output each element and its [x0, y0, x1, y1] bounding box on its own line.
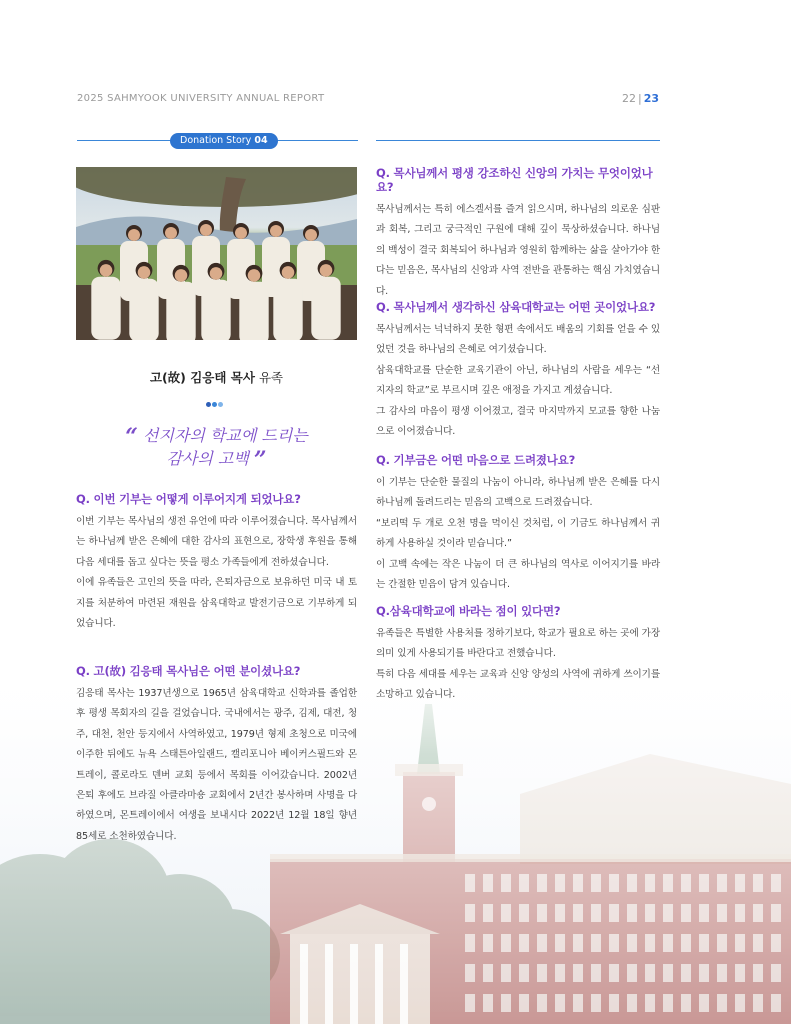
divider-right — [376, 140, 660, 141]
answer-paragraph: 이 고백 속에는 작은 나눔이 더 큰 하나님의 역사로 이어지기를 바라는 간절한 믿음이 담겨 있습니다. — [376, 558, 660, 591]
page-number-right: 23 — [643, 92, 659, 105]
qa-section — [76, 664, 357, 847]
page-number-left: 22 — [621, 92, 636, 105]
answer-paragraph: 이에 유족들은 고인의 뜻을 따라, 은퇴자금으로 보유하던 미국 내 토지를 처분하여 마련된 재원을 삼육대학교 발전기금으로 기부하게 되었습니다. — [76, 577, 357, 630]
quote-text-2: 감사의 고백 — [166, 449, 249, 468]
qa-section — [376, 604, 660, 706]
answer-paragraph: 목사님께서는 특히 에스겔서를 즐겨 읽으시며, 하나님의 의로운 심판과 회복, 그리고 궁극적인 구원에 대해 깊이 묵상하셨습니다. 하나님의 백성이 결국 회복되어 하나님과 영원히 함께하는 삶을 살아가야 한다는 믿음은, 목사님의 신앙과 사역 전반을 관통하는 핵심 가치였습니다. — [376, 204, 660, 297]
decorative-dots — [206, 392, 224, 411]
tag-number: 04 — [254, 135, 268, 146]
answer-paragraph: 이번 기부는 목사님의 생전 유언에 따라 이루어졌습니다. 목사님께서는 하나님께 받은 은혜에 대한 감사의 표현으로, 장학생 후원을 통해 다음 세대를 돕고 싶다는 뜻을 평소 가족들에게 전하셨습니다. — [76, 516, 357, 568]
answer-paragraph: 김응태 목사는 1937년생으로 1965년 삼육대학교 신학과를 졸업한 후 평생 목회자의 길을 걸었습니다. 국내에서는 광주, 김제, 대전, 청주, 대천, 천안 등지에서 사역하였고, 1979년 형제 초청으로 미국에 이주한 뒤에도 뉴욕 스태튼아일랜드, 캘리포니아 베이커스필드와 몬트레이, 콜로라도 덴버 교회 등에서 목회를 이어갔습니다. 2002년 은퇴 후에도 브라질 아클라마숑 교회에서 2년간 봉사하며 사명을 다하였으며, 몬트레이에서 여생을 보내시다 2022년 12월 18일 향년 85세로 소천하였습니다. — [76, 688, 357, 842]
answer-paragraph: 이 기부는 단순한 물질의 나눔이 아니라, 하나님께 받은 은혜를 다시 하나님께 돌려드리는 믿음의 고백으로 드려졌습니다. — [376, 477, 660, 509]
pull-quote — [76, 425, 357, 471]
report-title: 2025 SAHMYOOK UNIVERSITY ANNUAL REPORT — [77, 93, 325, 104]
answer-paragraph: 유족들은 특별한 사용처를 정하기보다, 학교가 필요로 하는 곳에 가장 의미 있게 사용되기를 바란다고 전했습니다. — [376, 628, 660, 660]
page-separator: | — [637, 92, 642, 105]
tag-label: Donation Story — [180, 135, 252, 146]
question-heading: Q. 목사님께서 생각하신 삼육대학교는 어떤 곳이었나요? — [376, 300, 656, 314]
family-photo — [76, 167, 357, 340]
donation-story-tag — [170, 133, 278, 149]
answer-paragraph: 삼육대학교를 단순한 교육기관이 아닌, 하나님의 사람을 세우는 “선지자의 학교”로 부르시며 깊은 애정을 가지고 계셨습니다. — [376, 364, 660, 397]
caption-suffix: 유족 — [258, 370, 284, 385]
dot-icon — [212, 402, 217, 407]
qa-section — [376, 300, 660, 442]
dot-icon — [206, 402, 211, 407]
page-numbers — [622, 92, 659, 105]
quote-line-2 — [76, 448, 357, 471]
qa-section — [376, 166, 660, 302]
answer-paragraph: 특히 다음 세대를 세우는 교육과 신앙 양성의 사역에 귀하게 쓰이기를 소망하고 있습니다. — [376, 668, 660, 701]
open-quote-mark: “ — [125, 424, 138, 450]
dot-icon — [218, 402, 223, 407]
question-heading: Q.삼육대학교에 바라는 점이 있다면? — [376, 604, 561, 618]
answer-paragraph: 목사님께서는 넉넉하지 못한 형편 속에서도 배움의 기회를 얻을 수 있었던 것을 하나님의 은혜로 여기셨습니다. — [376, 324, 660, 356]
answer-paragraph: 그 감사의 마음이 평생 이어졌고, 결국 마지막까지 모교를 향한 나눔으로 이어졌습니다. — [376, 405, 660, 438]
question-heading: Q. 목사님께서 평생 강조하신 신앙의 가치는 무엇이었나요? — [376, 166, 653, 194]
photo-caption — [76, 368, 357, 386]
question-heading: Q. 이번 기부는 어떻게 이루어지게 되었나요? — [76, 492, 301, 506]
qa-section — [376, 453, 660, 595]
caption-name: 고(故) 김응태 목사 — [149, 370, 255, 385]
quote-line-1 — [76, 425, 357, 448]
answer-paragraph: “보리떡 두 개로 오천 명을 먹이신 것처럼, 이 기금도 하나님께서 귀하게 사용하실 것이라 믿습니다.” — [376, 517, 660, 550]
question-heading: Q. 고(故) 김응태 목사님은 어떤 분이셨나요? — [76, 664, 301, 678]
qa-section — [76, 492, 357, 634]
close-quote-mark: ” — [253, 447, 267, 473]
question-heading: Q. 기부금은 어떤 마음으로 드려졌나요? — [376, 453, 576, 467]
quote-text-1: 선지자의 학교에 드리는 — [143, 426, 308, 445]
